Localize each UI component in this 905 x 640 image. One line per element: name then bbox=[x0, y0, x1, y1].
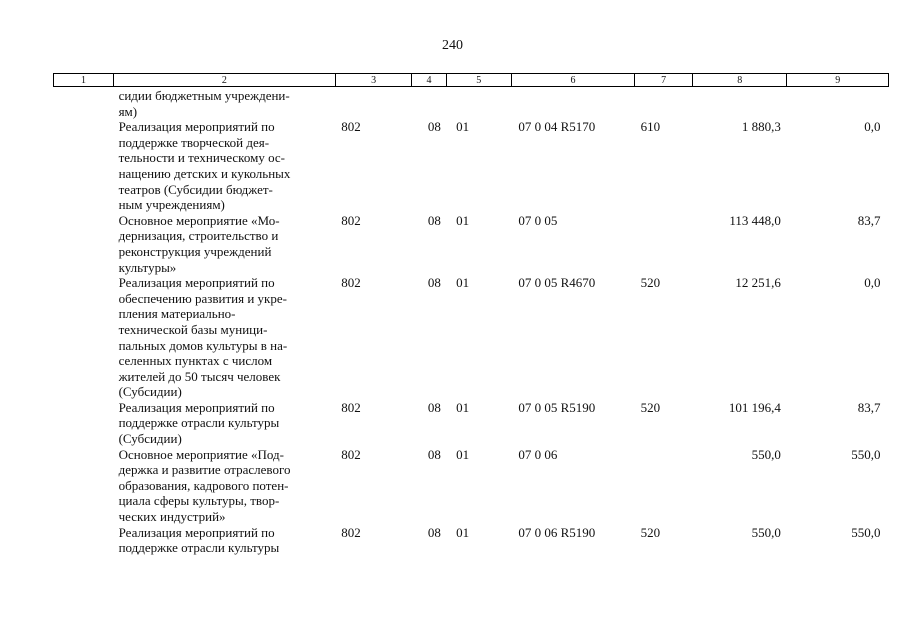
planned-amount: 550,0 bbox=[751, 524, 781, 540]
table-row bbox=[54, 275, 889, 400]
expense-type-code bbox=[635, 213, 693, 275]
ministry-code: 802 bbox=[341, 119, 361, 135]
empty-cell bbox=[54, 213, 114, 275]
expense-type-code: 520 bbox=[640, 524, 661, 540]
page-number: 240 bbox=[442, 38, 463, 53]
section-code: 08 bbox=[427, 399, 441, 415]
target-article-code: 07 0 06 bbox=[518, 446, 558, 462]
empty-cell bbox=[54, 400, 114, 447]
executed-amount: 550,0 bbox=[851, 446, 881, 462]
table-row bbox=[54, 447, 889, 525]
target-article-code: 07 0 05 R4670 bbox=[518, 275, 596, 291]
expense-type-code: 610 bbox=[640, 119, 661, 135]
table-row bbox=[54, 400, 889, 447]
planned-amount: 550,0 bbox=[751, 446, 781, 462]
section-code: 08 bbox=[427, 212, 441, 228]
empty-cell bbox=[54, 119, 114, 213]
empty-cell bbox=[54, 525, 114, 556]
item-name: Основное мероприятие «Мо- дернизация, строительство и реконструкция учреждений культуры» bbox=[118, 212, 280, 275]
executed-amount: 0,0 bbox=[864, 275, 881, 291]
subsection-code: 01 bbox=[456, 399, 470, 415]
expense-type-code bbox=[635, 447, 693, 525]
empty-cell bbox=[54, 275, 114, 400]
ministry-code: 802 bbox=[341, 446, 361, 462]
section-code: 08 bbox=[427, 275, 441, 291]
item-name: Реализация мероприятий по поддержке отрасли культуры (Субсидии) bbox=[118, 399, 280, 447]
ministry-code: 802 bbox=[341, 275, 361, 291]
table-row bbox=[54, 119, 889, 213]
subsection-code: 01 bbox=[456, 446, 470, 462]
column-number: 8 bbox=[693, 74, 787, 87]
executed-amount: 83,7 bbox=[857, 399, 881, 415]
item-name: Реализация мероприятий по поддержке творческой дея- тельности и техническому ос- нащению детских и кукольных театров (Субсидии бюджет- ным учреждениям) bbox=[118, 119, 291, 213]
executed-amount bbox=[787, 87, 889, 120]
target-article-code bbox=[511, 87, 634, 120]
ministry-code: 802 bbox=[341, 212, 361, 228]
planned-amount: 12 251,6 bbox=[735, 275, 781, 291]
section-code: 08 bbox=[427, 119, 441, 135]
column-number: 7 bbox=[635, 74, 693, 87]
executed-amount: 83,7 bbox=[857, 212, 881, 228]
table-row bbox=[54, 525, 889, 556]
column-number-row bbox=[54, 74, 889, 87]
section-code: 08 bbox=[427, 524, 441, 540]
expense-type-code bbox=[635, 87, 693, 120]
target-article-code: 07 0 05 R5190 bbox=[518, 399, 596, 415]
table-row bbox=[54, 213, 889, 275]
section-code bbox=[412, 87, 446, 120]
subsection-code: 01 bbox=[456, 119, 470, 135]
ministry-code bbox=[335, 87, 412, 120]
ministry-code: 802 bbox=[341, 399, 361, 415]
expense-type-code: 520 bbox=[640, 399, 661, 415]
column-number: 3 bbox=[335, 74, 412, 87]
empty-cell bbox=[54, 447, 114, 525]
subsection-code: 01 bbox=[456, 524, 470, 540]
subsection-code: 01 bbox=[456, 212, 470, 228]
column-number: 4 bbox=[412, 74, 446, 87]
target-article-code: 07 0 06 R5190 bbox=[518, 524, 596, 540]
executed-amount: 550,0 bbox=[851, 524, 881, 540]
item-name: сидии бюджетным учреждени- ям) bbox=[118, 88, 290, 119]
table-row bbox=[54, 87, 889, 120]
ministry-code: 802 bbox=[341, 524, 361, 540]
section-code: 08 bbox=[427, 446, 441, 462]
column-number: 9 bbox=[787, 74, 889, 87]
subsection-code: 01 bbox=[456, 275, 470, 291]
subsection-code bbox=[446, 87, 511, 120]
column-number: 5 bbox=[446, 74, 511, 87]
target-article-code: 07 0 04 R5170 bbox=[518, 119, 596, 135]
item-name: Реализация мероприятий по обеспечению развития и укре- пления материально- технической базы муници- пальных домов культуры в на- селенных пунктах с числом жителей до 50 тысяч человек (Субсидии) bbox=[118, 275, 288, 400]
column-number: 6 bbox=[511, 74, 634, 87]
column-number: 1 bbox=[54, 74, 114, 87]
empty-cell bbox=[54, 87, 114, 120]
planned-amount: 1 880,3 bbox=[741, 119, 781, 135]
target-article-code: 07 0 05 bbox=[518, 212, 558, 228]
item-name: Реализация мероприятий по поддержке отрасли культуры bbox=[118, 524, 280, 556]
planned-amount: 113 448,0 bbox=[729, 212, 781, 228]
planned-amount: 101 196,4 bbox=[728, 399, 781, 415]
item-name: Основное мероприятие «Под- держка и развитие отраслевого образования, кадрового потен- циала сферы культуры, твор- ческих индустрий» bbox=[118, 446, 291, 525]
budget-table bbox=[53, 73, 889, 556]
expense-type-code: 520 bbox=[640, 275, 661, 291]
executed-amount: 0,0 bbox=[864, 119, 881, 135]
planned-amount bbox=[693, 87, 787, 120]
column-number: 2 bbox=[114, 74, 336, 87]
